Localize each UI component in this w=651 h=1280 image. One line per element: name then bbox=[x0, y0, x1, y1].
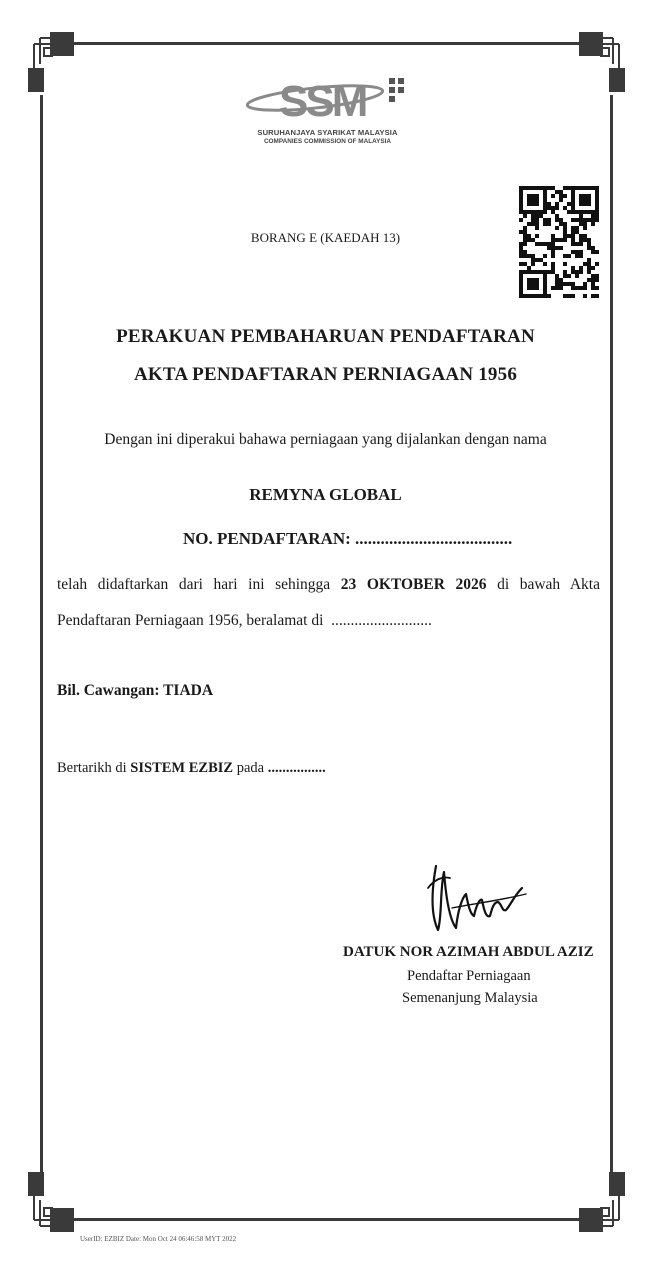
validity-statement-line1 bbox=[57, 576, 600, 594]
registration-number bbox=[183, 529, 512, 549]
business-name: REMYNA GLOBAL bbox=[249, 485, 402, 504]
dated-middle: pada bbox=[233, 760, 268, 776]
ssm-name-malay: SURUHANJAYA SYARIKAT MALAYSIA bbox=[257, 128, 398, 137]
form-reference: BORANG E (KAEDAH 13) bbox=[250, 230, 401, 245]
frame-top-line bbox=[60, 42, 590, 45]
validity-text-after: di bawah Akta bbox=[486, 576, 600, 593]
frame-corner-top-right bbox=[573, 32, 625, 92]
ssm-name-english: COMPANIES COMMISSION OF MALAYSIA bbox=[263, 138, 392, 145]
frame-bottom-line bbox=[60, 1218, 590, 1221]
frame-corner-bottom-left bbox=[28, 1172, 80, 1232]
certificate-title-line1: PERAKUAN PEMBAHARUAN PENDAFTARAN bbox=[116, 326, 535, 347]
validity-text-before: telah didaftarkan dari hari ini sehingga bbox=[57, 576, 341, 593]
signatory-name: DATUK NOR AZIMAH ABDUL AZIZ bbox=[343, 944, 594, 960]
registration-value: ..................................... bbox=[355, 529, 513, 548]
dated-prefix: Bertarikh di bbox=[57, 760, 131, 776]
intro-statement: Dengan ini diperakui bahawa perniagaan yang dijalankan dengan nama bbox=[104, 431, 547, 448]
frame-corner-top-left bbox=[28, 32, 80, 92]
signatory-title-line2: Semenanjung Malaysia bbox=[402, 990, 538, 1006]
dated-value: ................ bbox=[267, 760, 326, 776]
frame-corner-bottom-right bbox=[573, 1172, 625, 1232]
svg-text:SSM: SSM bbox=[279, 77, 366, 126]
branch-count: Bil. Cawangan: TIADA bbox=[57, 682, 214, 699]
certificate-title-line2: AKTA PENDAFTARAN PERNIAGAAN 1956 bbox=[133, 364, 518, 385]
signatory-title-line1: Pendaftar Perniagaan bbox=[407, 968, 531, 984]
signature-image bbox=[422, 858, 532, 938]
frame-right-line bbox=[610, 95, 613, 1180]
dated-system: SISTEM EZBIZ bbox=[130, 760, 234, 776]
registration-label: NO. PENDAFTARAN: bbox=[183, 529, 351, 548]
footer-metadata: UserID: EZBIZ Date: Mon Oct 24 06:46:58 MYT 2022 bbox=[80, 1235, 237, 1243]
validity-statement-line2: Pendaftaran Perniagaan 1956, beralamat di .......................... bbox=[57, 612, 432, 629]
frame-left-line bbox=[40, 95, 43, 1180]
expiry-date: 23 OKTOBER 2026 bbox=[340, 576, 487, 593]
dated-line bbox=[57, 760, 326, 777]
